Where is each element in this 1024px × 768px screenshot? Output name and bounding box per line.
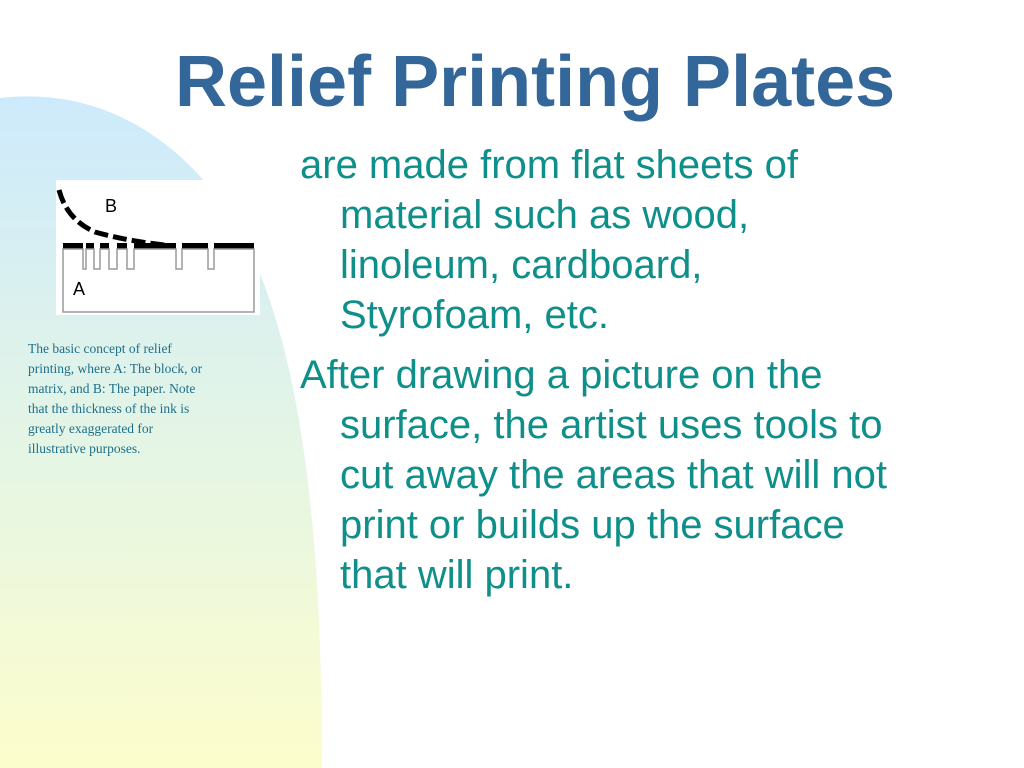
- bullet-item-process: [300, 350, 1000, 600]
- bullet-line: Styrofoam, etc.: [340, 293, 609, 337]
- bullet-line: print or builds up the surface: [340, 503, 845, 547]
- caption-line: The basic concept of relief: [28, 341, 172, 356]
- bullet-line: are made from flat sheets of: [300, 143, 799, 187]
- bullet-list: [300, 140, 1000, 610]
- label-a: A: [73, 279, 86, 299]
- figure-caption: [28, 339, 258, 459]
- caption-line: that the thickness of the ink is: [28, 401, 190, 416]
- bullet-line: that will print.: [340, 553, 574, 597]
- bullet-item-materials: [300, 140, 1000, 340]
- bullet-line: After drawing a picture on the: [300, 353, 823, 397]
- bullet-line: linoleum, cardboard,: [340, 243, 703, 287]
- relief-printing-diagram: [55, 180, 260, 315]
- bullet-line: material such as wood,: [340, 193, 750, 237]
- bullet-line: cut away the areas that will not: [340, 453, 887, 497]
- bullet-line: surface, the artist uses tools to: [340, 403, 883, 447]
- caption-line: illustrative purposes.: [28, 441, 141, 456]
- label-b: B: [105, 196, 118, 216]
- caption-line: greatly exaggerated for: [28, 421, 154, 436]
- slide-title: Relief Printing Plates: [175, 42, 896, 122]
- ink-layer: [63, 243, 254, 249]
- block-matrix: [63, 249, 254, 312]
- caption-line: printing, where A: The block, or: [28, 361, 203, 376]
- caption-line: matrix, and B: The paper. Note: [28, 381, 196, 396]
